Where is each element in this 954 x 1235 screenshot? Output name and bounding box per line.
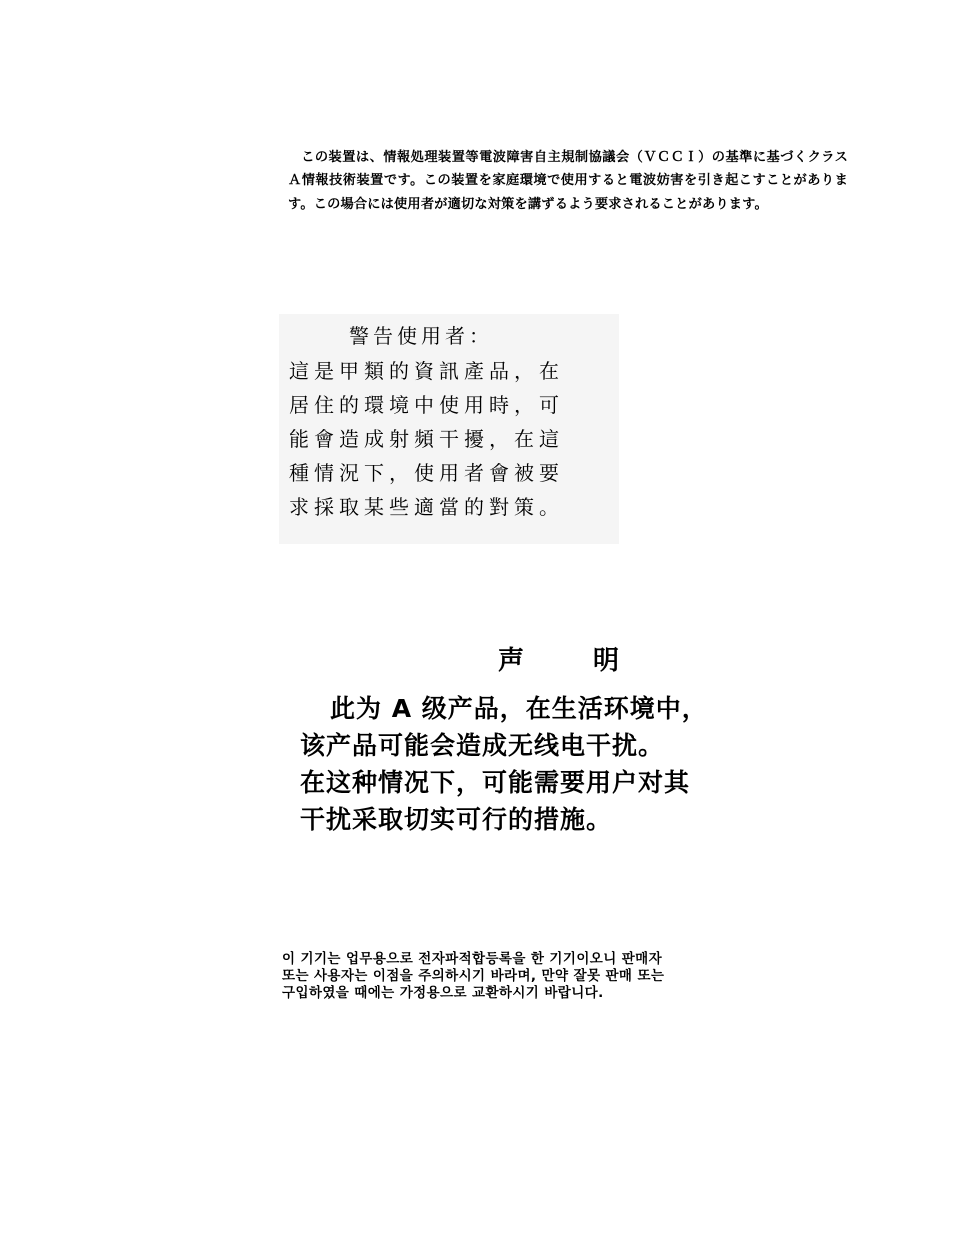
bsmi-warning-line: 這是甲類的資訊產品，在 — [289, 359, 564, 383]
ccc-statement-line: 在这种情况下，可能需要用户对其 — [300, 768, 691, 797]
bsmi-warning-title: 警告使用者： — [349, 324, 493, 348]
ccc-statement-body — [300, 690, 708, 838]
kcc-notice-line: 이 기기는 업무용으로 전자파적합등록을 한 기기이오니 판매자 — [282, 951, 663, 967]
bsmi-warning-traditional-chinese — [279, 314, 619, 544]
ccc-statement-line: 该产品可能会造成无线电干扰。 — [300, 731, 665, 760]
vcci-notice-japanese — [288, 146, 848, 216]
bsmi-warning-line: 能會造成射頻干擾，在這 — [289, 427, 564, 451]
bsmi-warning-line: 居住的環境中使用時，可 — [289, 393, 564, 417]
ccc-statement-title: 声 明 — [498, 646, 620, 676]
vcci-notice-text: この装置は、情報処理装置等電波障害自主規制協議会（ＶＣＣＩ）の基準に基づくクラスＡ情報技術装置です。この装置を家庭環境で使用すると電波妨害を引き起こすことがあります。この場合には使用者が適切な対策を講ずるよう要求されることがあります。 — [288, 150, 848, 212]
bsmi-warning-line: 求採取某些適當的對策。 — [289, 495, 564, 519]
kcc-notice-line: 구입하였을 때에는 가정용으로 교환하시기 바랍니다. — [282, 985, 604, 1001]
ccc-statement-line: 此为 A 级产品，在生活环境中， — [330, 694, 708, 723]
ccc-statement-line: 干扰采取切实可行的措施。 — [300, 805, 613, 834]
kcc-notice-korean — [282, 951, 847, 1002]
bsmi-warning-line: 種情況下，使用者會被要 — [289, 461, 564, 485]
bsmi-warning-body — [289, 354, 564, 524]
kcc-notice-line: 또는 사용자는 이점을 주의하시기 바라며, 만약 잘못 판매 또는 — [282, 968, 665, 984]
